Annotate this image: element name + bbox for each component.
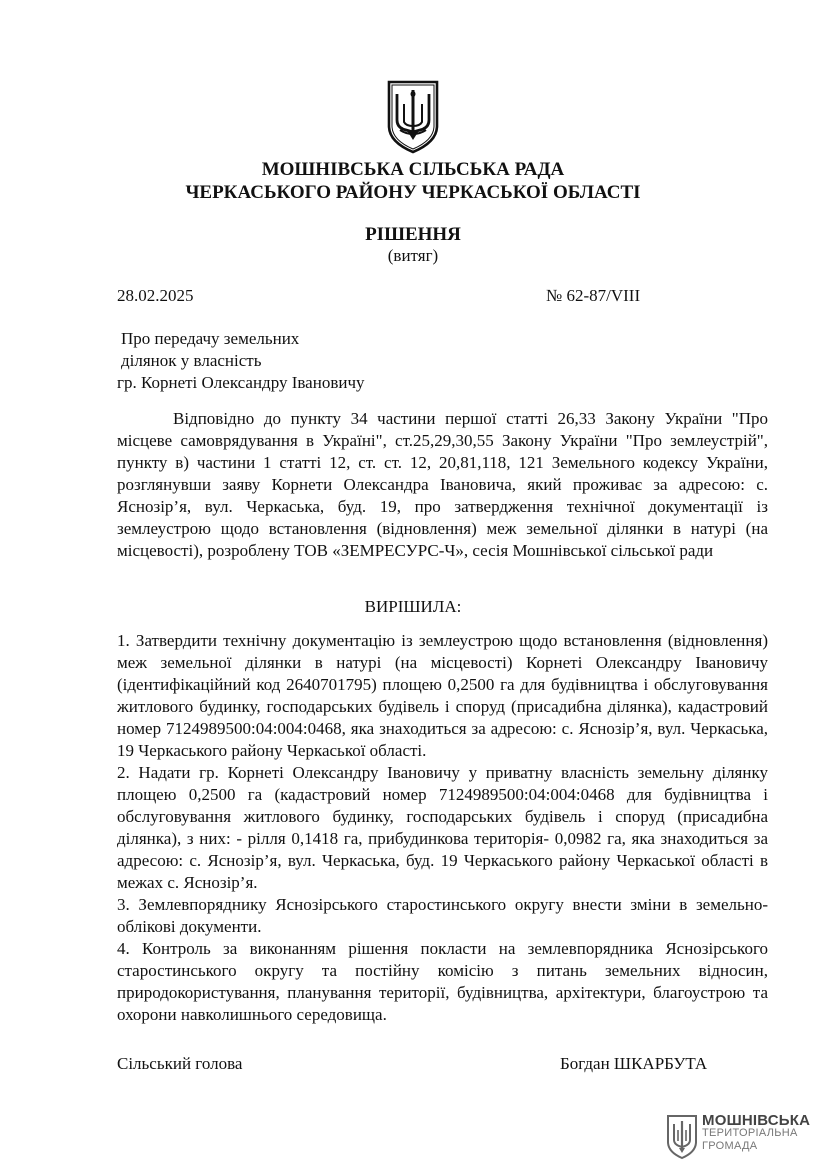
subject-line-3: гр. Корнеті Олександру Івановичу <box>117 373 365 392</box>
resolution-items <box>117 630 768 1026</box>
logo-subtitle-line2: ГРОМАДА <box>702 1140 758 1152</box>
subject-line-1: Про передачу земельних <box>121 329 300 348</box>
subject-line-2: ділянок у власність <box>121 351 262 370</box>
council-name-line2: ЧЕРКАСЬКОГО РАЙОНУ ЧЕРКАСЬКОЇ ОБЛАСТІ <box>185 182 641 203</box>
signatory-position: Сільський голова <box>117 1054 243 1073</box>
logo-title: МОШНІВСЬКА <box>702 1112 811 1129</box>
logo-subtitle-line1: ТЕРИТОРІАЛЬНА <box>702 1127 798 1139</box>
resolved-heading: ВИРІШИЛА: <box>364 597 462 616</box>
document-subtitle: (витяг) <box>387 246 439 265</box>
decision-subject <box>117 328 365 394</box>
resolution-item: 1. Затвердити технічну документацію із землеустрою щодо встановлення (відновлення) меж земельної ділянки в натурі (на місцевості) Корнеті Олександру Івановичу (ідентифікаційний код 2640701795) площею 0,2500 га для будівництва і обслуговування житлового будинку, господарських будівель і споруд (присадибна ділянка), кадастровий номер 7124989500:04:004:0468, яка знаходиться за адресою: с. Яснозір’я, вул. Черкаська, 19 Черкаського району Черкаської області. <box>117 631 768 760</box>
decision-date: 28.02.2025 <box>117 286 194 305</box>
community-logo <box>666 1114 816 1164</box>
decision-number: № 62-87/VIII <box>546 286 641 305</box>
trident-logo-icon <box>666 1114 698 1160</box>
resolution-item: 4. Контроль за виконанням рішення покласти на землевпорядника Яснозірського старостинського округу та постійну комісію з питань земельних відносин, природокористування, планування території, будівництва, архітектури, благоустрою та охорони навколишнього середовища. <box>117 939 768 1024</box>
council-name-line1: МОШНІВСЬКА СІЛЬСЬКА РАДА <box>261 159 565 180</box>
signatory-name: Богдан ШКАРБУТА <box>560 1054 708 1073</box>
resolution-item: 3. Землевпоряднику Яснозірського старостинського округу внести зміни в земельно-облікові документи. <box>117 895 768 936</box>
preamble-paragraph: Відповідно до пункту 34 частини першої статті 26,33 Закону України "Про місцеве самоврядування в Україні", ст.25,29,30,55 Закону України "Про землеустрій", пункту в) частини 1 статті 12, ст. ст. 12, 20,81,118, 121 Земельного кодексу України, розглянувши заяву Корнети Олександра Івановича, який проживає за адресою: с. Яснозір’я, вул. Черкаська, буд. 19, про затвердження технічної документації із землеустрою щодо встановлення (відновлення) меж земельної ділянки в натурі (на місцевості), розроблену ТОВ «ЗЕМРЕСУРС-Ч», сесія Мошнівської сільської ради <box>117 409 768 560</box>
resolution-item: 2. Надати гр. Корнеті Олександру Івановичу у приватну власність земельну ділянку площею 0,2500 га (кадастровий номер 7124989500:04:004:0468 для будівництва і обслуговування житлового будинку, господарських будівель і споруд (присадибна ділянка), з них: - рілля 0,1418 га, прибудинкова територія- 0,0982 га, яка знаходиться за адресою: с. Яснозір’я, вул. Черкаська, буд. 19 Черкаського району Черкаської області в межах с. Яснозір’я. <box>117 763 768 892</box>
document-title: РІШЕННЯ <box>365 224 461 245</box>
trident-coat-of-arms-icon <box>386 80 440 154</box>
